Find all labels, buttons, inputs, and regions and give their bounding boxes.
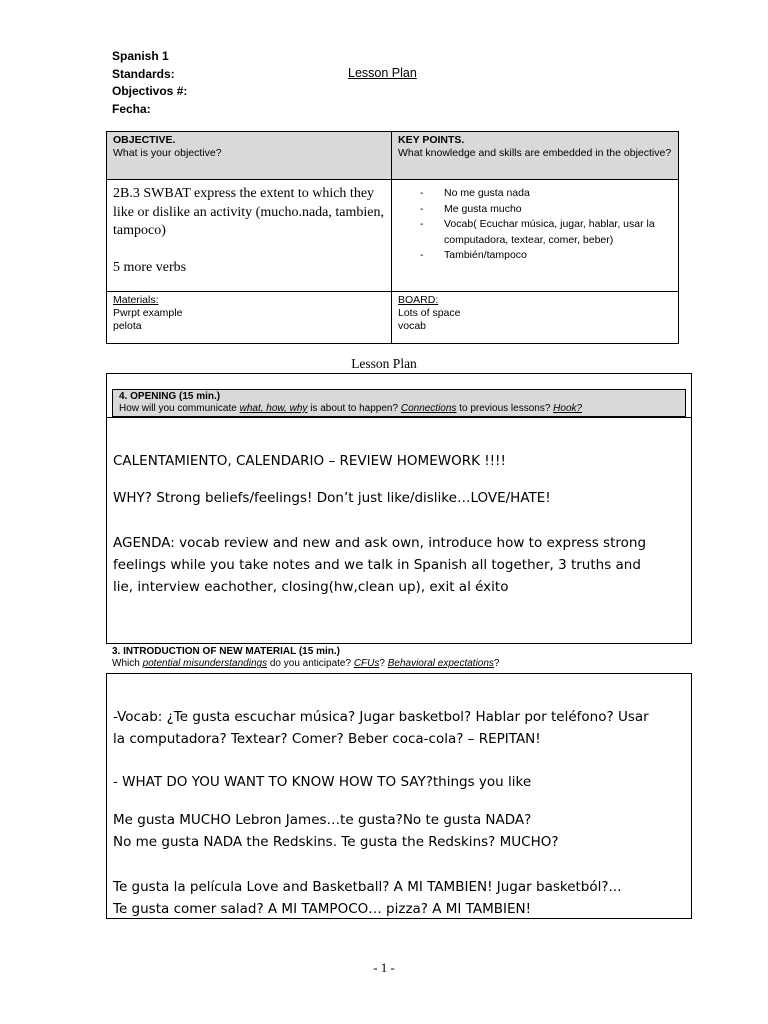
objective-text: 2B.3 SWBAT express the extent to which they like or dislike an activity (mucho.nada, tambien, tampoco) bbox=[113, 186, 384, 238]
opening-line: WHY? Strong beliefs/feelings! Don’t just like/dislike…LOVE/HATE! bbox=[113, 490, 551, 506]
opening-question: How will you communicate what, how, why is about to happen? Connections to previous lessons? Hook? bbox=[119, 403, 583, 414]
list-item: - También/tampoco bbox=[420, 248, 672, 264]
standards-label: Standards: bbox=[112, 66, 175, 81]
objective-header-cell bbox=[107, 132, 392, 180]
board-label: BOARD: bbox=[398, 294, 439, 306]
objective-label: OBJECTIVE. bbox=[113, 134, 176, 146]
keypoints-label: KEY POINTS. bbox=[398, 134, 465, 146]
objectives-label: Objectivos #: bbox=[112, 84, 188, 98]
divider bbox=[106, 673, 692, 674]
board-cell bbox=[392, 292, 679, 344]
board-item: Lots of space bbox=[398, 307, 461, 319]
divider bbox=[106, 417, 692, 418]
introduction-line: No me gusta NADA the Redskins. Te gusta the Redskins? MUCHO? bbox=[113, 834, 559, 850]
section-title: Lesson Plan bbox=[351, 356, 417, 371]
opening-label: 4. OPENING (15 min.) bbox=[119, 391, 221, 402]
opening-line: CALENTAMIENTO, CALENDARIO – REVIEW HOMEWORK !!!! bbox=[113, 453, 506, 469]
opening-line: feelings while you take notes and we talk in Spanish all together, 3 truths and bbox=[113, 557, 641, 573]
board-item: vocab bbox=[398, 320, 427, 332]
keypoints-cell bbox=[392, 180, 679, 292]
keypoints-question: What knowledge and skills are embedded in the objective? bbox=[398, 147, 672, 159]
keypoints-header-cell bbox=[392, 132, 679, 180]
introduction-line: -Vocab: ¿Te gusta escuchar música? Jugar basketbol? Hablar por teléfono? Usar bbox=[113, 709, 649, 725]
list-item: - Me gusta mucho bbox=[420, 202, 672, 218]
introduction-line: Me gusta MUCHO Lebron James…te gusta?No te gusta NADA? bbox=[113, 812, 532, 828]
introduction-line: la computadora? Textear? Comer? Beber coca-cola? – REPITAN! bbox=[113, 731, 541, 747]
opening-line: AGENDA: vocab review and new and ask own, introduce how to express strong bbox=[113, 535, 647, 551]
objective-question: What is your objective? bbox=[113, 147, 222, 159]
course-name: Spanish 1 bbox=[112, 49, 169, 63]
page-title: Lesson Plan bbox=[348, 66, 417, 80]
date-label: Fecha: bbox=[112, 101, 151, 116]
introduction-label: 3. INTRODUCTION OF NEW MATERIAL (15 min.) bbox=[112, 646, 340, 657]
objective-table bbox=[106, 131, 679, 344]
page-number: - 1 - bbox=[373, 960, 395, 975]
objective-extra: 5 more verbs bbox=[113, 259, 187, 275]
objective-cell bbox=[107, 180, 392, 292]
materials-item: pelota bbox=[113, 320, 142, 332]
introduction-line: - WHAT DO YOU WANT TO KNOW HOW TO SAY?things you like bbox=[113, 774, 532, 790]
list-item: - No me gusta nada bbox=[420, 186, 672, 202]
materials-cell bbox=[107, 292, 392, 344]
opening-line: lie, interview eachother, closing(hw,clean up), exit al éxito bbox=[113, 579, 509, 595]
introduction-question: Which potential misunderstandings do you anticipate? CFUs? Behavioral expectations? bbox=[112, 658, 500, 669]
keypoints-list bbox=[398, 186, 672, 264]
introduction-line: Te gusta la película Love and Basketball? A MI TAMBIEN! Jugar basketból?... bbox=[113, 879, 622, 895]
opening-header bbox=[112, 389, 686, 417]
introduction-header bbox=[106, 644, 692, 674]
materials-item: Pwrpt example bbox=[113, 307, 183, 319]
list-item: - Vocab( Ecuchar música, jugar, hablar, usar la computadora, textear, comer, beber) bbox=[420, 217, 672, 248]
materials-label: Materials: bbox=[113, 294, 159, 306]
introduction-line: Te gusta comer salad? A MI TAMPOCO… pizza? A MI TAMBIEN! bbox=[113, 901, 532, 917]
document-header bbox=[112, 48, 187, 118]
